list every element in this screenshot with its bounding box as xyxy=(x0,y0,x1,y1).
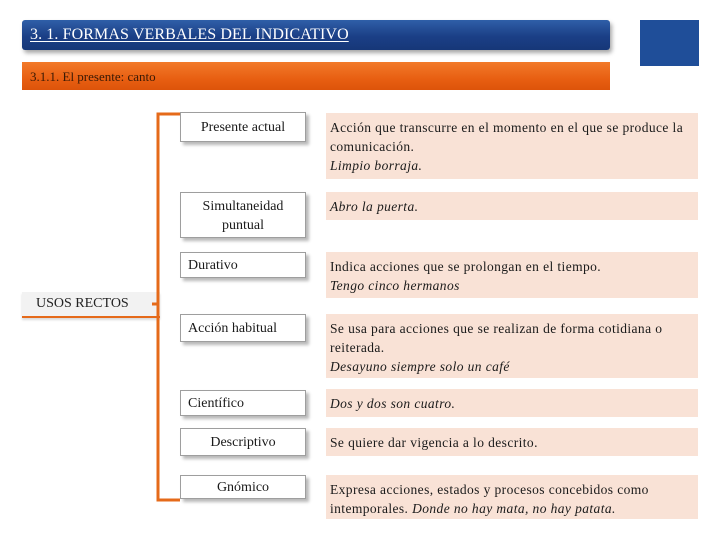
use-label-box xyxy=(180,475,306,499)
section-title-bar xyxy=(22,20,610,50)
use-description-box xyxy=(326,192,698,220)
use-description-box xyxy=(326,475,698,519)
use-label: Simultaneidad xyxy=(202,199,284,214)
subsection-title: 3.1.1. El presente: canto xyxy=(30,69,156,84)
category-label-box xyxy=(22,292,160,318)
use-description-box xyxy=(326,113,698,179)
bracket-line xyxy=(158,114,180,500)
subsection-title-bar xyxy=(22,62,610,90)
use-label: Científico xyxy=(188,396,244,411)
use-label-box xyxy=(180,112,306,142)
use-example: Abro la puerta. xyxy=(330,199,419,214)
use-example: Dos y dos son cuatro. xyxy=(330,396,456,411)
use-label: Acción habitual xyxy=(188,321,278,336)
use-description-box xyxy=(326,428,698,456)
use-description: Indica acciones que se prolongan en el tiempo. xyxy=(330,259,602,274)
use-label-box xyxy=(180,252,306,278)
use-label: Gnómico xyxy=(216,480,270,495)
use-label: Descriptivo xyxy=(210,435,276,450)
use-label: puntual xyxy=(222,218,264,233)
use-description-box xyxy=(326,314,698,378)
use-description: Se usa para acciones que se realizan de forma cotidiana o reiterada. xyxy=(330,321,663,355)
use-description: Se quiere dar vigencia a lo descrito. xyxy=(330,435,538,450)
use-label-box xyxy=(180,428,306,456)
use-description-box xyxy=(326,389,698,417)
use-description: Expresa acciones, estados y procesos concebidos como intemporales. xyxy=(330,482,649,516)
use-label-box xyxy=(180,390,306,416)
use-description-box xyxy=(326,252,698,298)
section-title: 3. 1. FORMAS VERBALES DEL INDICATIVO xyxy=(30,26,349,43)
use-example: Tengo cinco hermanos xyxy=(330,278,460,293)
use-label: Presente actual xyxy=(200,120,286,135)
use-label-box xyxy=(180,192,306,238)
use-label-box xyxy=(180,314,306,342)
category-label: USOS RECTOS xyxy=(36,296,129,311)
use-description: Acción que transcurre en el momento en el que se produce la comunicación. xyxy=(330,120,684,154)
grouping-bracket xyxy=(152,112,182,502)
use-example: Desayuno siempre solo un café xyxy=(330,359,510,374)
use-label: Durativo xyxy=(188,258,238,273)
logo-block xyxy=(640,20,699,66)
use-example: Limpio borraja. xyxy=(330,158,423,173)
use-example: Donde no hay mata, no hay patata. xyxy=(412,501,616,516)
